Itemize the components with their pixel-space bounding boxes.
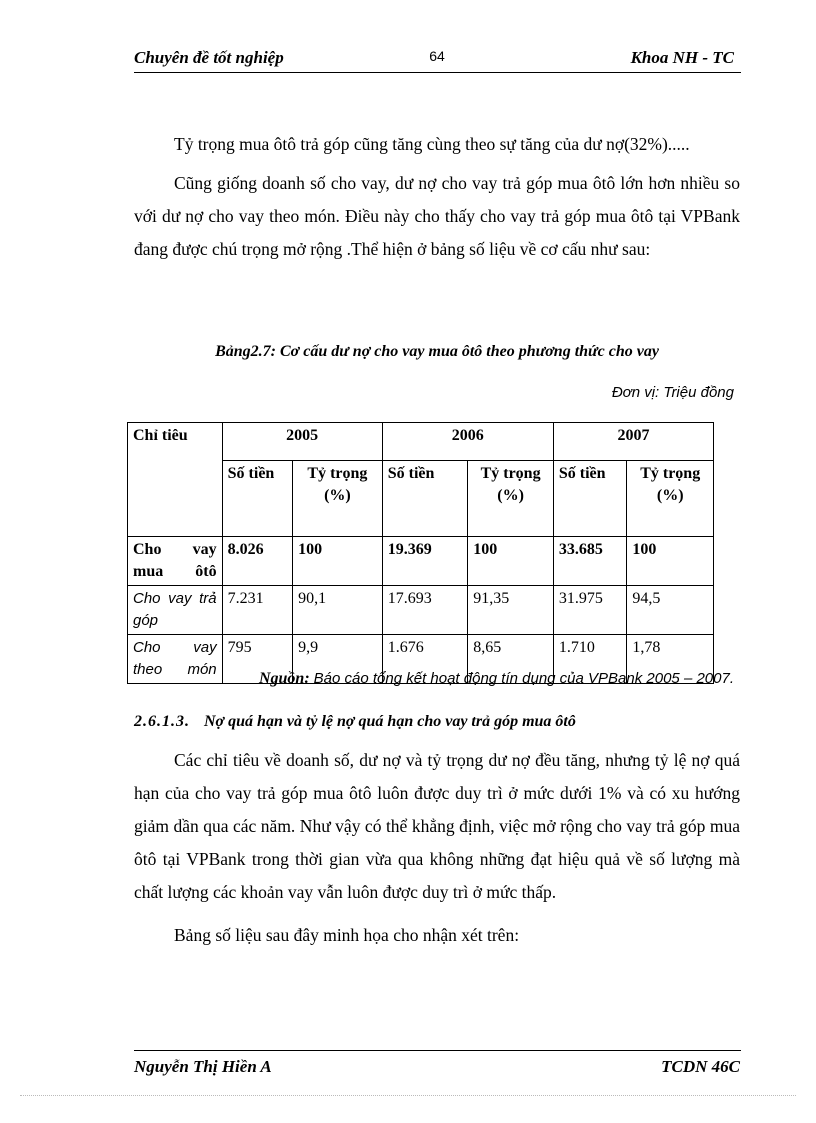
table-cell: 8,65 [468, 635, 554, 684]
table-cell: 100 [468, 537, 554, 586]
table-source [134, 670, 734, 688]
table-subheader-cell: Tỷ trọng (%) [293, 461, 383, 537]
table-cell: 90,1 [293, 586, 383, 635]
header-title: Chuyên đề tốt nghiệp [134, 48, 284, 67]
table-header-row [128, 423, 714, 461]
table-cell: 1,78 [627, 635, 714, 684]
source-label: Nguồn: [258, 670, 310, 687]
table-row [128, 537, 714, 586]
table-cell: 8.026 [222, 537, 292, 586]
header-department: Khoa NH - TC [630, 48, 734, 67]
footer-rule [134, 1050, 741, 1051]
table-cell: 7.231 [222, 586, 292, 635]
footer-author: Nguyễn Thị Hiền A [134, 1057, 272, 1076]
section-heading [134, 713, 576, 731]
table-cell: 795 [222, 635, 292, 684]
paragraph: Các chỉ tiêu về doanh số, dư nợ và tỷ trọng dư nợ đều tăng, nhưng tỷ lệ nợ quá hạn của cho vay trả góp mua ôtô luôn được duy trì ở mức dưới 1% và có xu hướng giảm dần qua các năm. Như vậy có thể khẳng định, việc mở rộng cho vay trả góp mua ôtô tại VPBank trong thời gian vừa qua không những đạt hiệu quả về số lượng mà chất lượng các khoản vay vẫn luôn được duy trì ở mức thấp. [134, 750, 740, 902]
table-cell: 9,9 [293, 635, 383, 684]
table-row-label: Cho vay theo món [128, 635, 223, 684]
table-cell: 94,5 [627, 586, 714, 635]
table-cell: 1.710 [553, 635, 627, 684]
section-number: 2.6.1.3. [134, 713, 190, 730]
table-cell: 100 [293, 537, 383, 586]
table-header-year: 2006 [382, 423, 553, 461]
table-header-cell: Chỉ tiêu [128, 423, 223, 537]
paragraph: Tỷ trọng mua ôtô trả góp cũng tăng cùng theo sự tăng của dư nợ(32%)..... [174, 134, 690, 154]
table-unit: Đơn vị: Triệu đồng [611, 384, 734, 401]
table-header-year: 2005 [222, 423, 382, 461]
section-title: Nợ quá hạn và tỷ lệ nợ quá hạn cho vay trả góp mua ôtô [204, 713, 576, 730]
table-header-year: 2007 [553, 423, 713, 461]
source-text: Báo cáo tổng kết hoạt động tín dụng của VPBank 2005 – 2007. [313, 670, 734, 687]
paragraph: Cũng giống doanh số cho vay, dư nợ cho vay trả góp mua ôtô lớn hơn nhiều so với dư nợ cho vay theo món. Điều này cho thấy cho vay trả góp mua ôtô tại VPBank đang được chú trọng mở rộng .Thể hiện ở bảng số liệu về cơ cấu như sau: [134, 173, 740, 259]
page-number: 64 [429, 48, 445, 64]
footer-class: TCDN 46C [661, 1057, 740, 1076]
paragraph: Bảng số liệu sau đây minh họa cho nhận xét trên: [174, 925, 520, 945]
table-row [128, 586, 714, 635]
table-cell: 33.685 [553, 537, 627, 586]
header-rule [134, 72, 741, 73]
table-subheader-cell: Số tiền [382, 461, 468, 537]
table-cell: 31.975 [553, 586, 627, 635]
table-row-label: Cho vay mua ôtô [128, 537, 223, 586]
table-subheader-cell: Số tiền [553, 461, 627, 537]
table-caption: Bảng2.7: Cơ cấu dư nợ cho vay mua ôtô theo phương thức cho vay [215, 343, 659, 360]
body-text-bottom [134, 744, 740, 952]
table-subheader-cell: Tỷ trọng (%) [468, 461, 554, 537]
table-subheader-cell: Tỷ trọng (%) [627, 461, 714, 537]
table-cell: 17.693 [382, 586, 468, 635]
page-bottom-border [20, 1095, 796, 1096]
body-text-top [134, 128, 740, 266]
table-cell: 91,35 [468, 586, 554, 635]
table-cell: 19.369 [382, 537, 468, 586]
data-table [127, 422, 714, 684]
table-row-label: Cho vay trả góp [128, 586, 223, 635]
table-cell: 100 [627, 537, 714, 586]
table-subheader-cell: Số tiền [222, 461, 292, 537]
table-cell: 1.676 [382, 635, 468, 684]
